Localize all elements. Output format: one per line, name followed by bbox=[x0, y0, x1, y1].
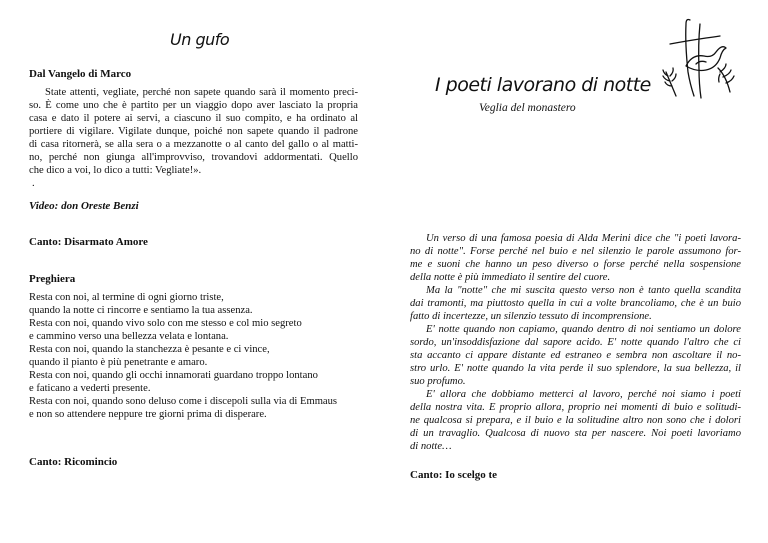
reflection-line: di un travaglio. Qualcosa di nuovo sta per nascere. Noi poeti lavoriamo bbox=[410, 428, 741, 439]
preghiera-line: quando la notte ci rincorre e sentiamo la tua assenza. bbox=[29, 305, 253, 316]
reflection-line: ne qualcosa si prepara, e il buio e la solitudine altro non sono che i dolori bbox=[410, 415, 741, 426]
gospel-line: no, perché non giunga all'improvviso, trovandovi addormentati. Quello bbox=[29, 152, 358, 163]
gospel-line: casa e dato il potere ai servi, a ciascuno il suo compito, e ha ordinato al bbox=[29, 113, 358, 124]
gospel-heading: Dal Vangelo di Marco bbox=[29, 68, 132, 80]
gospel-line: so. È come uno che è partito per un viaggio dopo aver lasciato la propria bbox=[29, 100, 358, 111]
gospel-line: di casa ritornerà, se alla sera o a mezzanotte o al canto del gallo o al matti- bbox=[29, 139, 358, 150]
gospel-line: che dico a voi, lo dico a tutti: Vegliate!». bbox=[29, 165, 202, 176]
right-page-title: I poeti lavorano di notte bbox=[435, 74, 651, 96]
preghiera-line: Resta con noi, quando la stanchezza è pesante e ci vince, bbox=[29, 344, 270, 355]
preghiera-line: e non so attendere neppure tre giorni prima di disperare. bbox=[29, 409, 267, 420]
reflection-line: sta accanto ci appare distante ed estraneo e sembra non ascoltare il no- bbox=[410, 350, 741, 361]
preghiera-line: Resta con noi, al termine di ogni giorno triste, bbox=[29, 292, 224, 303]
canto-ricomincio: Canto: Ricomincio bbox=[29, 456, 118, 468]
reflection-line: Ma la "notte" che mi suscita questo verso non è tanto quella scandita bbox=[426, 285, 741, 296]
reflection-line: di notte… bbox=[410, 441, 452, 452]
reflection-line: E' allora che dobbiamo metterci al lavoro, perché noi siamo i poeti bbox=[426, 389, 741, 400]
preghiera-line: Resta con noi, quando gli occhi innamorati guardano troppo lontano bbox=[29, 370, 318, 381]
canto-io-scelgo-te: Canto: Io scelgo te bbox=[410, 469, 498, 481]
reflection-line: no di notte". Forse perché nel buio e nel silenzio le parole assumono for- bbox=[410, 246, 741, 257]
preghiera-text bbox=[29, 291, 369, 421]
gospel-passage bbox=[29, 86, 358, 190]
reflection-text bbox=[410, 232, 741, 453]
reflection-line: dai tramonti, ma piuttosto quella in cui a volte brancoliamo, che è un buio bbox=[410, 298, 741, 309]
reflection-line: della nostra vita. E proprio allora, proprio nei momenti di buio e solitudi- bbox=[410, 402, 741, 413]
reflection-line: stro urlo. E' notte quando la vita perde il suo splendore, la sua bellezza, il bbox=[410, 363, 741, 374]
preghiera-line: quando il pianto è più penetrante e amaro. bbox=[29, 357, 208, 368]
reflection-line: sordo, un'insoddisfazione dal sapore acido. E' notte quando l'altro che ci bbox=[410, 337, 741, 348]
preghiera-line: Resta con noi, quando vivo solo con me stesso e col mio segreto bbox=[29, 318, 302, 329]
cross-dove-wheat-icon bbox=[656, 14, 746, 104]
reflection-line: Un verso di una famosa poesia di Alda Merini dice che "i poeti lavora- bbox=[426, 233, 741, 244]
preghiera-heading: Preghiera bbox=[29, 273, 76, 285]
left-page-title: Un gufo bbox=[170, 30, 230, 49]
gospel-line: State attenti, vegliate, perché non sapete quando sarà il momento preci- bbox=[45, 87, 358, 98]
video-line: Video: don Oreste Benzi bbox=[29, 200, 139, 212]
preghiera-line: e cammino verso una bellezza velata e lontana. bbox=[29, 331, 229, 342]
gospel-dot: . bbox=[32, 178, 35, 189]
preghiera-line: Resta con noi, quando sono deluso come i discepoli sulla via di Emmaus bbox=[29, 396, 338, 407]
preghiera-line: e faticano a vederti presente. bbox=[29, 383, 151, 394]
gospel-line: portiere di vigilare. Vigilate dunque, poiché non sapete quando il padrone bbox=[29, 126, 358, 137]
reflection-line: suo profumo. bbox=[410, 376, 466, 387]
canto-disarmato-amore: Canto: Disarmato Amore bbox=[29, 236, 148, 248]
reflection-line: fatto di incertezze, un silenzio tessuto di incomprensione. bbox=[410, 311, 652, 322]
reflection-line: della notte è più immediato il sentire del cuore. bbox=[410, 272, 611, 283]
reflection-line: E' notte quando non capiamo, quando dentro di noi sentiamo un dolore bbox=[426, 324, 741, 335]
reflection-line: me e suoni che hanno un peso diverso o forse perché nella sospensione bbox=[410, 259, 741, 270]
right-page-subtitle: Veglia del monastero bbox=[479, 102, 576, 114]
